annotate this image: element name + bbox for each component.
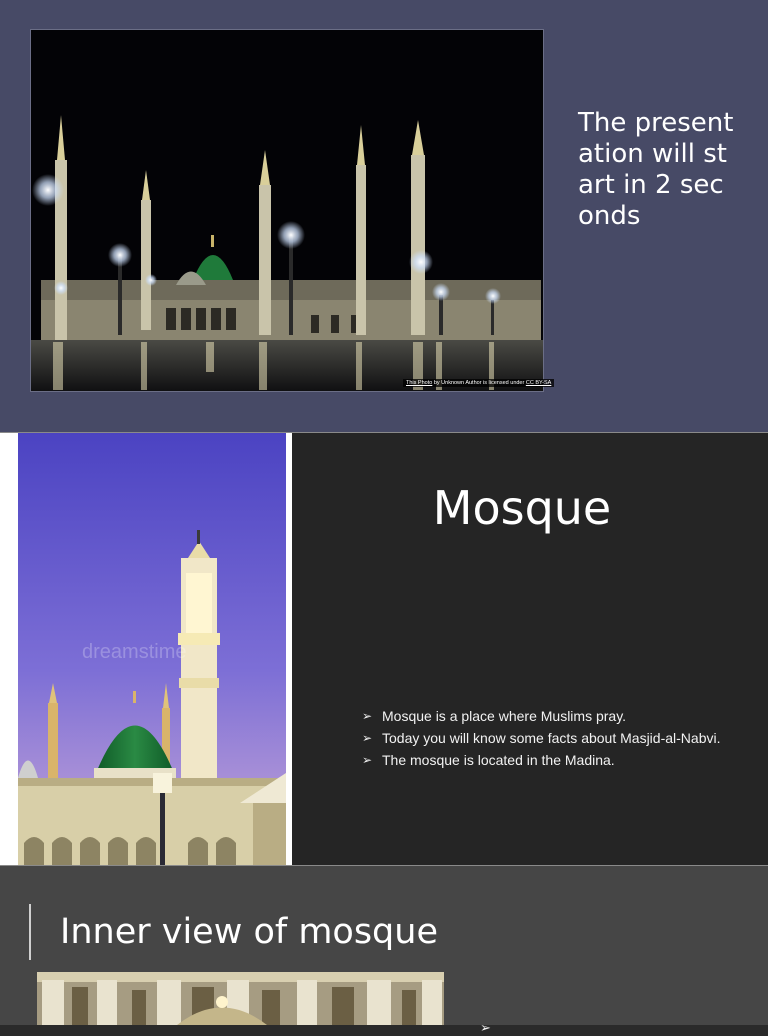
mosque-interior-photo [37, 972, 444, 1025]
bullet-text: Mosque is a place where Muslims pray. [382, 708, 627, 724]
cropped-bullet: ➢ [480, 1020, 491, 1035]
slide-title: Mosque [432, 481, 612, 535]
night-mosque-photo [31, 30, 552, 391]
arrowhead-bullet-icon: ➢ [362, 731, 373, 745]
credit-text: by Unknown Author is licensed under [432, 380, 526, 386]
bullet-text: Today you will know some facts about Masjid-al-Nabvi. [382, 730, 721, 746]
mosque-dusk-photo [18, 433, 286, 866]
slide-left-margin [0, 433, 18, 866]
watermark-text: dreamstime [82, 641, 187, 663]
title-accent-line [29, 904, 31, 960]
slide-mosque [0, 432, 768, 866]
list-item [362, 730, 722, 747]
arrowhead-bullet-icon: ➢ [362, 753, 373, 767]
bullet-text: The mosque is located in the Madina. [382, 752, 615, 768]
arrowhead-bullet-icon: ➢ [362, 709, 373, 723]
intro-text: The presentation will start in 2 seconds [578, 108, 734, 231]
slide-title: Inner view of mosque [60, 912, 438, 952]
credit-photo-link[interactable]: This Photo [406, 380, 433, 386]
photo-credit [403, 379, 554, 387]
credit-license-link[interactable]: CC BY-SA [525, 380, 552, 386]
bullet-list [362, 708, 722, 774]
list-item [362, 708, 722, 725]
list-item [362, 752, 722, 769]
slide-intro [0, 0, 768, 432]
photo-frame-edge [286, 433, 292, 866]
slide-inner-view [0, 865, 768, 1035]
